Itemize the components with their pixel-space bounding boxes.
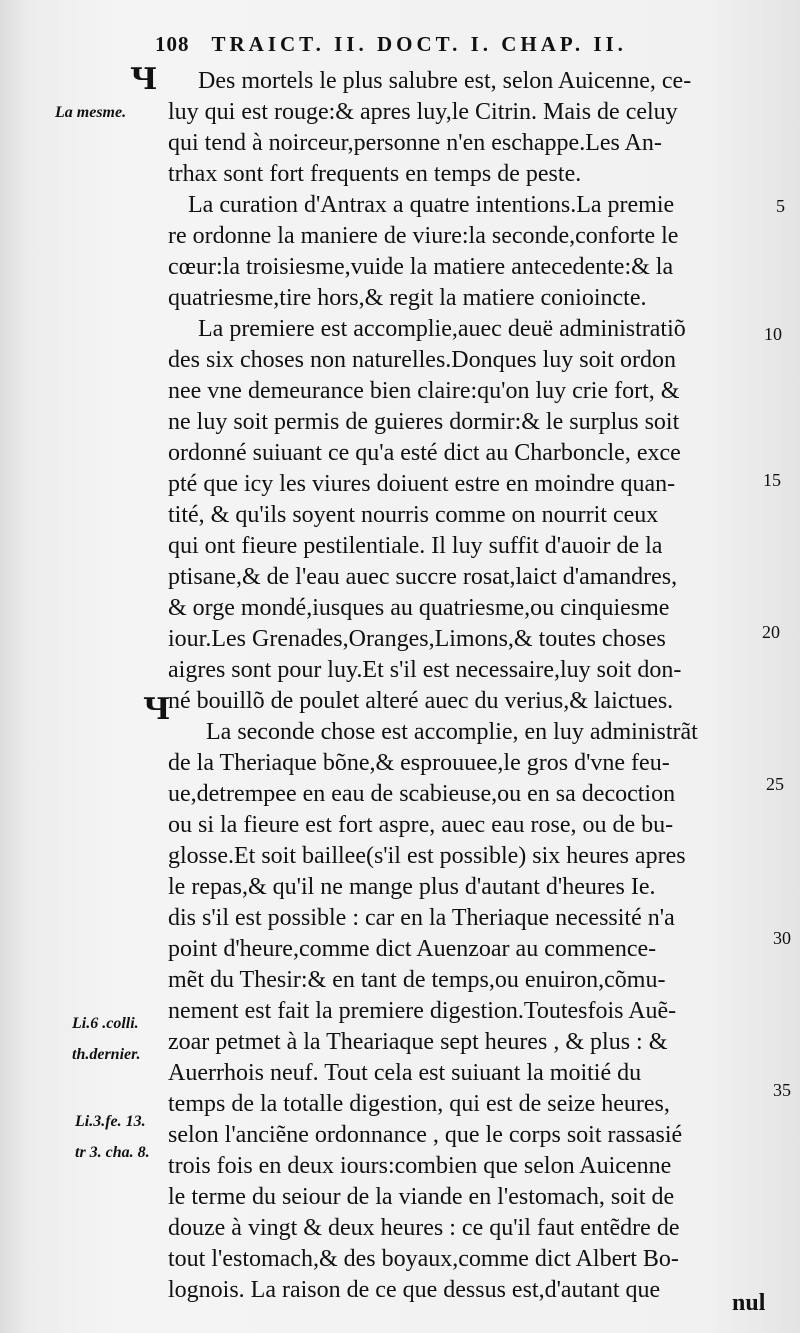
text-line: Des mortels le plus salubre est, selon Auicenne, ce- [198, 68, 692, 94]
margin-note: tr 3. cha. 8. [75, 1144, 150, 1161]
text-line: re ordonne la maniere de viure:la seconde,conforte le [168, 223, 679, 249]
text-line: aigres sont pour luy.Et s'il est necessaire,luy soit don- [168, 657, 682, 683]
text-line: trhax sont fort frequents en temps de peste. [168, 161, 582, 187]
margin-note: Li.3.fe. 13. [75, 1113, 146, 1130]
text-line: trois fois en deux iours:combien que selon Auicenne [168, 1153, 672, 1179]
text-line: des six choses non naturelles.Donques luy soit ordon [168, 347, 676, 373]
text-line: ordonné suiuant ce qu'a esté dict au Charboncle, exce [168, 440, 681, 466]
margin-note: th.dernier. [72, 1046, 141, 1063]
text-line: ou si la fieure est fort aspre, auec eau rose, ou de bu- [168, 812, 674, 838]
text-line: La seconde chose est accomplie, en luy administrãt [206, 719, 698, 745]
text-line: temps de la totalle digestion, qui est de seize heures, [168, 1091, 670, 1117]
text-line: & orge mondé,iusques au quatriesme,ou cinquiesme [168, 595, 670, 621]
line-number: 10 [764, 324, 782, 344]
text-line: pté que icy les viures doiuent estre en moindre quan- [168, 471, 676, 497]
text-line: mẽt du Thesir:& en tant de temps,ou enuiron,cõmu- [168, 967, 666, 993]
text-line: dis s'il est possible : car en la Theriaque necessité n'a [168, 905, 675, 931]
pilcrow-mark: Ч [130, 62, 158, 97]
text-line: qui tend à noirceur,personne n'en eschappe.Les An- [168, 130, 662, 156]
text-line: La premiere est accomplie,auec deuë administratiõ [198, 316, 686, 342]
line-number: 5 [776, 196, 785, 216]
text-line: qui ont fieure pestilentiale. Il luy suffit d'auoir de la [168, 533, 663, 559]
text-line: glosse.Et soit baillee(s'il est possible) six heures apres [168, 843, 686, 869]
text-line: quatriesme,tire hors,& regit la matiere conioincte. [168, 285, 647, 311]
line-number: 20 [762, 622, 780, 642]
text-line: nement est fait la premiere digestion.Toutesfois Auẽ- [168, 998, 677, 1024]
text-line: cœur:la troisiesme,vuide la matiere antecedente:& la [168, 254, 674, 280]
text-line: La curation d'Antrax a quatre intentions.La premie [188, 192, 675, 218]
text-line: de la Theriaque bõne,& esprouuee,le gros d'vne feu- [168, 750, 670, 776]
line-number: 30 [773, 928, 791, 948]
margin-note: Li.6 .colli. [72, 1015, 139, 1032]
pilcrow-mark: Ч [143, 692, 171, 727]
text-line: tout l'estomach,& des boyaux,comme dict Albert Bo- [168, 1246, 679, 1272]
catchword: nul [732, 1290, 766, 1316]
line-number: 35 [773, 1080, 791, 1100]
text-line: zoar petmet à la Theariaque sept heures , & plus : & [168, 1029, 668, 1055]
running-header [155, 32, 755, 62]
text-line: ptisane,& de l'eau auec succre rosat,laict d'amandres, [168, 564, 678, 590]
page-number: 108 [155, 32, 190, 56]
text-line: iour.Les Grenades,Oranges,Limons,& toutes choses [168, 626, 666, 652]
line-number: 25 [766, 774, 784, 794]
line-number: 15 [763, 470, 781, 490]
text-line: Auerrhois neuf. Tout cela est suiuant la moitié du [168, 1060, 642, 1086]
text-line: luy qui est rouge:& apres luy,le Citrin. Mais de celuy [168, 99, 678, 125]
text-line: selon l'anciẽne ordonnance , que le corps soit rassasié [168, 1122, 683, 1148]
text-line: nee vne demeurance bien claire:qu'on luy crie fort, & [168, 378, 680, 404]
text-line: lognois. La raison de ce que dessus est,d'autant que [168, 1277, 661, 1303]
text-line: le terme du seiour de la viande en l'estomach, soit de [168, 1184, 675, 1210]
text-line: ue,detrempee en eau de scabieuse,ou en sa decoction [168, 781, 676, 807]
text-line: né bouillõ de poulet alteré auec du verius,& laictues. [168, 688, 674, 714]
text-line: douze à vingt & deux heures : ce qu'il faut entẽdre de [168, 1215, 680, 1241]
text-line: tité, & qu'ils soyent nourris comme on nourrit ceux [168, 502, 659, 528]
margin-note: La mesme. [55, 104, 127, 121]
text-line: point d'heure,comme dict Auenzoar au commence- [168, 936, 657, 962]
text-line: le repas,& qu'il ne mange plus d'autant d'heures Ie. [168, 874, 656, 900]
text-line: ne luy soit permis de guieres dormir:& le surplus soit [168, 409, 680, 435]
running-title: TRAICT. II. DOCT. I. CHAP. II. [211, 32, 627, 56]
